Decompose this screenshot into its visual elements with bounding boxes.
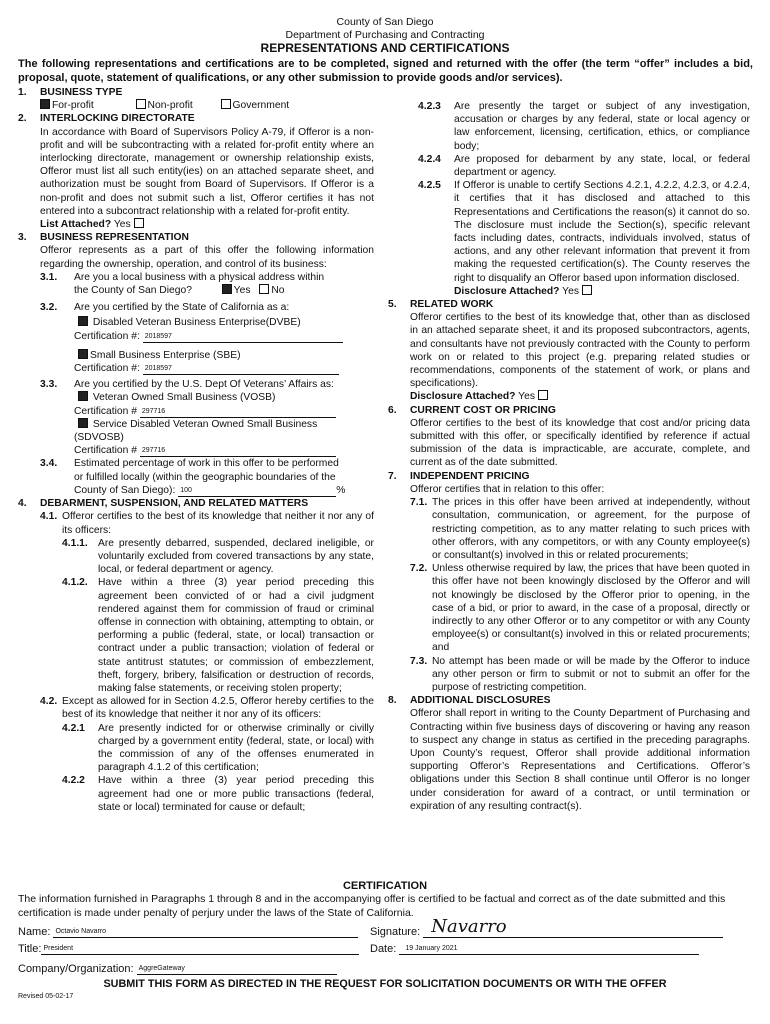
dvbe-cert-field[interactable]: 2018597 — [143, 331, 343, 343]
sdvosb-label-2: (SDVOSB) — [74, 432, 124, 444]
dvbe-checkbox[interactable] — [78, 316, 88, 326]
section-3-heading: 3. BUSINESS REPRESENTATION — [18, 232, 189, 244]
sdvosb-cert-row: Certification # 297716 — [18, 444, 374, 457]
p411: 4.1.1. Are presently debarred, suspended, declared ineligible, or voluntarily excluded from covered transactions by any state, local, or federal department or agency. — [62, 537, 374, 576]
business-rep-text: Offeror represents as a part of this offer the following information regarding the ownership, operation, and control of its business: — [40, 245, 374, 270]
p72: 7.2. Unless otherwise required by law, the prices that have been quoted in this offer have not been knowingly disclosed by the Offeror and will not knowingly be disclosed by the Offeror prior to opening, in the case of a bid, or prior to award, in the case of a proposal, directly or indirectly to any other Offeror or to any competitor or with any County employee(s) or consultant(s) involved in this or related procurements; and — [410, 563, 750, 654]
section-2-heading: 2. INTERLOCKING DIRECTORATE — [18, 113, 195, 125]
independent-pricing-text: Offeror certifies that in relation to this offer: — [410, 483, 605, 495]
related-work-text: Offeror certifies to the best of its knowledge that, other than as disclosed in an attached separate sheet, it and its proposed subcontractors, agents, and consultants have not previously contracted with the County to perform work on or related to this project (e.g. preparing related studies or recommendations, components of the statement of work, or plans and specifications). — [410, 312, 750, 390]
company-row: Company/Organization: AggreGateway — [18, 962, 337, 975]
certification-title: CERTIFICATION — [342, 880, 428, 892]
section-8-heading: 8. ADDITIONAL DISCLOSURES — [388, 695, 551, 707]
local-no-checkbox[interactable] — [259, 284, 269, 294]
revision-date: Revised 05-02-17 — [18, 993, 74, 1000]
company-field[interactable]: AggreGateway — [137, 962, 337, 975]
q32: 3.2. Are you certified by the State of California as a: — [40, 302, 290, 314]
name-field[interactable]: Octavio Navarro — [53, 925, 358, 938]
interlocking-text: In accordance with Board of Supervisors Policy A-79, if Offeror is a non-profit and will be subcontracting with a related for-profit entity where an interlocking directorate, management or ownership relationship exists, Offeror must list all such entity(ies) on an attached separate sheet, and authorization must be sought from Board of Supervisors. If Offeror is a non-profit and does not submit such a list, Offeror certifies it has not entered into a subcontract relationship with a related for-profit entity. — [40, 126, 374, 217]
non-profit-checkbox[interactable] — [136, 99, 146, 109]
county-name: County of San Diego — [336, 16, 434, 28]
section-6-heading: 6. CURRENT COST OR PRICING — [388, 404, 556, 416]
sdvosb-checkbox[interactable] — [78, 418, 88, 428]
disclosure-row-4: Disclosure Attached? Yes — [388, 285, 750, 298]
vosb-row: Veteran Owned Small Business (VOSB) — [18, 391, 374, 404]
sbe-cert-field[interactable]: 2018597 — [143, 363, 339, 375]
section-7-heading: 7. INDEPENDENT PRICING — [388, 470, 530, 482]
p41: 4.1. Offeror certifies to the best of its knowledge that neither it nor any of its officers: — [40, 511, 374, 536]
section-4-heading: 4. DEBARMENT, SUSPENSION, AND RELATED MATTERS — [18, 498, 309, 510]
sbe-cert-row: Certification #: 2018597 — [18, 362, 374, 375]
q31-answer: the County of San Diego? Yes No — [74, 285, 285, 297]
dvbe-row: Disabled Veteran Business Enterprise(DVBE) — [18, 316, 374, 329]
sbe-row: Small Business Enterprise (SBE) — [18, 349, 374, 362]
certification-text: The information furnished in Paragraphs 1 through 8 and in the accompanying offer is certified to be factual and correct as of the date submitted and this certification is made under penalty of perjury under the laws of the State of California. — [18, 893, 726, 919]
p73: 7.3. No attempt has been made or will be made by the Offeror to induce any other person or firm to submit or not to submit an offer for the purpose of restricting competition. — [410, 655, 750, 693]
title-field[interactable]: President — [41, 942, 359, 955]
q34: 3.4. Estimated percentage of work in this offer to be performed — [40, 458, 339, 470]
business-type-options: For-profit Non-profit Government — [18, 99, 374, 112]
dvbe-cert-row: Certification #: 2018597 — [18, 330, 374, 343]
vosb-cert-field[interactable]: 297716 — [140, 406, 336, 418]
p423: 4.2.3 Are presently the target or subject of any investigation, accusation or charges by any federal, state or local agency or law enforcement, licensing, certification, ethics, or compliance body; — [418, 101, 750, 152]
name-row: Name: Octavio Navarro — [18, 925, 358, 938]
intro-text: The following representations and certifications are to be completed, signed and returned with the offer (the term “offer” includes a bid, proposal, quote, statement of qualifications, or any other submission to provide goods and/or services). — [18, 58, 753, 84]
left-column — [18, 86, 374, 814]
q34-line-2: or fulfilled locally (within the geographic boundaries of the — [74, 471, 336, 483]
section-1-heading: 1. BUSINESS TYPE — [18, 87, 123, 98]
additional-disclosures-text: Offeror shall report in writing to the County Department of Purchasing and Contracting within five business days of discovering or having any reason to suspect any change in status as certified in the preceding paragraphs. Upon County’s request, Offeror shall provide additional information supporting Offeror’s Representations and Certifications. Offeror’s obligations under this Section 8 shall continue until Offeror is no longer under consideration for award of a contract, or until termination or expiration of any resulting contract(s). — [410, 708, 750, 812]
p421: 4.2.1 Are presently indicted for or otherwise criminally or civilly charged by a government entity (federal, state, or local) with the commission of any of the offenses enumerated in paragraph 4.1.2 of this certification; — [62, 722, 374, 774]
p424: 4.2.4 Are proposed for debarment by any state, local, or federal department or agency. — [418, 153, 750, 179]
disclosure-5-checkbox[interactable] — [538, 390, 548, 400]
p412: 4.1.2. Have within a three (3) year period preceding this agreement been convicted of or had a civil judgment rendered against them for commission of fraud or criminal offense in connection with obtaining, attempting to obtain, or performing a public (federal, state, or local) transaction or contract under a public transaction; violation of federal or state antitrust statutes; or commission of embezzlement, theft, forgery, bribery, falsification or destruction of records, making false statements, or receiving stolen property; — [62, 577, 374, 694]
sbe-checkbox[interactable] — [78, 349, 88, 359]
local-yes-checkbox[interactable] — [222, 284, 232, 294]
p42: 4.2. Except as allowed for in Section 4.2.5, Offeror hereby certifies to the best of its knowledge that neither it nor any of its officers: — [40, 696, 374, 721]
for-profit-checkbox[interactable] — [40, 99, 50, 109]
section-5-heading: 5. RELATED WORK — [388, 299, 494, 311]
list-attached-checkbox[interactable] — [134, 218, 144, 228]
q34-line-3: County of San Diego): 100 % — [74, 484, 346, 496]
disclosure-4-checkbox[interactable] — [582, 285, 592, 295]
local-percentage-field[interactable]: 100 — [178, 485, 336, 497]
list-attached-row: List Attached? Yes — [18, 218, 374, 231]
right-column — [388, 100, 750, 813]
government-checkbox[interactable] — [221, 99, 231, 109]
title-row: Title: President — [18, 942, 359, 955]
sdvosb-cert-field[interactable]: 297716 — [140, 445, 336, 457]
q31: 3.1. Are you a local business with a physical address within — [40, 271, 325, 283]
signature-field[interactable]: Navarro — [423, 921, 723, 938]
cost-pricing-text: Offeror certifies to the best of its knowledge that cost and/or pricing data submitted with this offer, or specifically identified by reference if actual submission of the data is impracticable, are accurate, complete, and current as of the date submitted. — [410, 417, 750, 469]
date-field[interactable]: 19 January 2021 — [399, 942, 699, 955]
disclosure-row-5: Disclosure Attached? Yes — [388, 390, 750, 403]
vosb-cert-row: Certification # 297716 — [18, 405, 374, 418]
q33: 3.3. Are you certified by the U.S. Dept Of Veterans’ Affairs as: — [40, 379, 334, 391]
vosb-checkbox[interactable] — [78, 391, 88, 401]
p425: 4.2.5 If Offeror is unable to certify Sections 4.2.1, 4.2.2, 4.2.3, or 4.2.4, it certifies that it has disclosed and attached to this Representations and Certifications the reason(s) it cannot do so. The disclosure must include the Section(s), specific relevant facts including dates, contracts, individuals involved, status of actions, and any other relevant information that prevent it from making the requested certification(s). The County reserves the right to disqualify an Offeror based upon information disclosed. — [418, 180, 750, 284]
date-row: Date: 19 January 2021 — [370, 942, 699, 955]
form-title: REPRESENTATIONS AND CERTIFICATIONS — [260, 41, 510, 55]
department-name: Department of Purchasing and Contracting — [285, 29, 485, 41]
p71: 7.1. The prices in this offer have been arrived at independently, without consultation, communication, or agreement, for the purpose of restricting competition, as to any matter relating to such prices with other offerors, with any competitors, or with any County employee(s) or consultant(s) involved in this or related procurements; — [410, 497, 750, 561]
p422: 4.2.2 Have within a three (3) year period preceding this agreement had one or more public transactions (federal, state or local) terminated for cause or default; — [62, 775, 374, 813]
sdvosb-row: Service Disabled Veteran Owned Small Business — [18, 418, 374, 431]
signature-row: Signature: Navarro — [370, 921, 723, 938]
submit-instructions: SUBMIT THIS FORM AS DIRECTED IN THE REQUEST FOR SOLICITATION DOCUMENTS OR WITH THE OFFER — [103, 978, 667, 990]
